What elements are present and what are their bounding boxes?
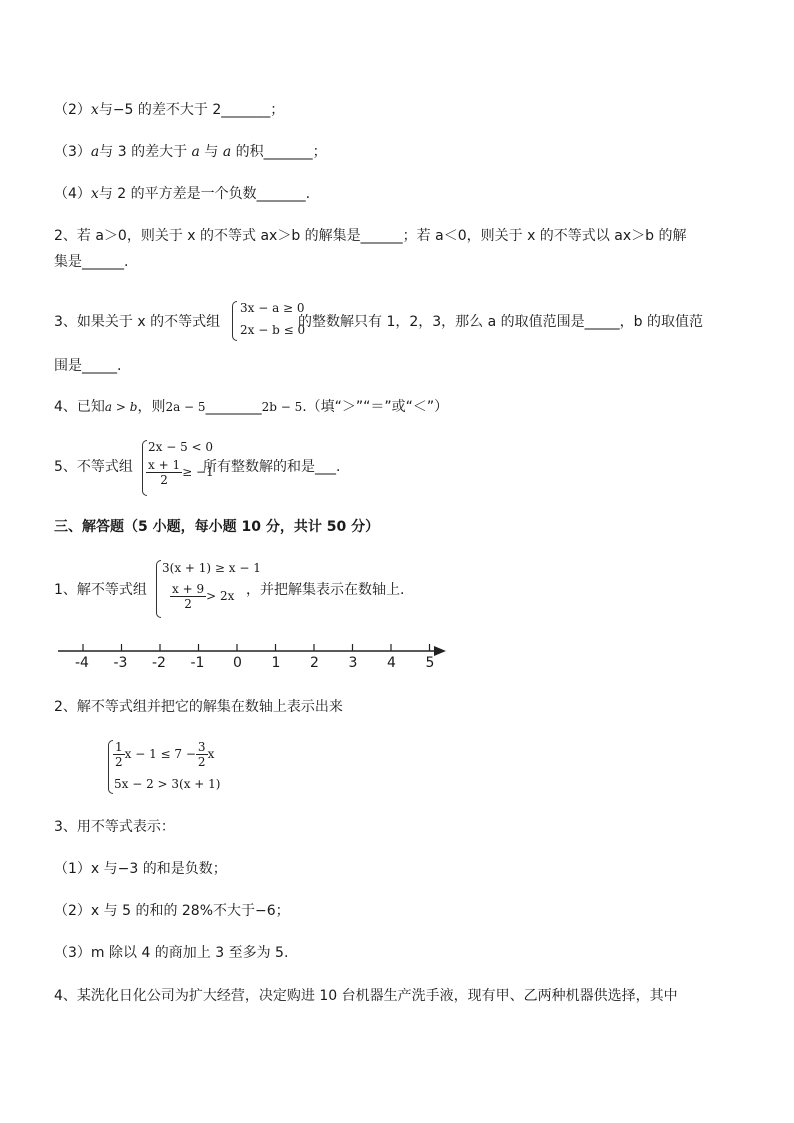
tick-label: -2 — [152, 655, 166, 671]
q5-fraction: $\frac{x + 1}{2}$ — [148, 458, 181, 487]
q3-after: 的整数解只有 1，2，3，那么 a 的取值范围是_____，b 的取值范 — [298, 314, 703, 330]
q1-part2: （2）x与−5 的差不大于 2_______； — [54, 102, 285, 118]
s1-after: ，并把解集表示在数轴上. — [246, 582, 405, 598]
s4-text: 4、某洗化日化公司为扩大经营，决定购进 10 台机器生产洗手液，现有甲、乙两种机器供选择，其中 — [54, 988, 678, 1004]
q1-part3: （3）a与 3 的差大于 a 与 a 的积_______； — [54, 144, 327, 160]
number-line-ticks — [83, 644, 430, 651]
s3-part2: （2）x 与 5 的和的 28%不大于−6； — [54, 903, 290, 919]
q3-system-line1: 3x − a ≥ 0 — [240, 301, 305, 315]
tick-label: 1 — [271, 655, 281, 671]
s1-brace — [156, 560, 161, 618]
tick-label: 0 — [233, 655, 242, 671]
s1-fraction: $\frac{x + 9}{2}$ — [172, 582, 205, 611]
s1-system-line2: $\frac{x + 9}{2}$ > 2x — [172, 582, 235, 611]
s2-system-line2: 5x − 2 > 3(x + 1) — [114, 777, 221, 791]
q5-system-line1: 2x − 5 < 0 — [148, 440, 214, 454]
q2-line2: 集是______. — [54, 254, 129, 270]
number-line — [50, 640, 460, 660]
s1-before: 1、解不等式组 — [54, 582, 147, 598]
number-line-arrow — [434, 646, 446, 656]
q3-before: 3、如果关于 x 的不等式组 — [54, 314, 221, 330]
q4-line: 4、已知a > b，则2a − 5________2b − 5.（填“＞”“＝”或“＜”） — [54, 399, 449, 415]
tick-label: -4 — [75, 655, 89, 671]
q2-line1: 2、若 a＞0，则关于 x 的不等式 ax＞b 的解集是______；若 a＜0，则关于 x 的不等式以 ax＞b 的解 — [54, 228, 687, 244]
tick-label: 5 — [425, 655, 435, 671]
tick-label: -3 — [113, 655, 128, 671]
s3-part1: （1）x 与−3 的和是负数； — [54, 861, 227, 877]
q3-line2: 围是_____. — [54, 358, 122, 374]
q3-system-line2: 2x − b ≤ 0 — [240, 323, 306, 337]
tick-label: -1 — [190, 655, 205, 671]
s3-title: 3、用不等式表示： — [54, 819, 175, 835]
tick-label: 4 — [387, 655, 396, 671]
tick-label: 2 — [310, 655, 319, 671]
q5-before: 5、不等式组 — [54, 459, 133, 475]
s3-part3: （3）m 除以 4 的商加上 3 至多为 5. — [54, 945, 289, 961]
s2-fraction-1: $\frac{1}{2}$ — [115, 740, 123, 769]
s2-fraction-2: $\frac{3}{2}$ — [197, 740, 206, 769]
q1-part4: （4）x与 2 的平方差是一个负数_______. — [54, 186, 311, 202]
s2-system-line1: $\frac{1}{2}$ x − 1 ≤ 7 − $\frac{3}{2}$ x — [115, 740, 215, 769]
s2-title: 2、解不等式组并把它的解集在数轴上表示出来 — [54, 699, 343, 715]
s1-system-line1: 3(x + 1) ≥ x − 1 — [162, 561, 261, 575]
section-3-title: 三、解答题（5 小题，每小题 10 分，共计 50 分） — [54, 519, 380, 535]
q5-after: 所有整数解的和是___. — [203, 459, 341, 475]
q5-system-line2: $\frac{x + 1}{2}$ ≥ −1 — [148, 458, 214, 487]
tick-label: 3 — [348, 655, 358, 671]
q3-brace — [232, 301, 237, 341]
